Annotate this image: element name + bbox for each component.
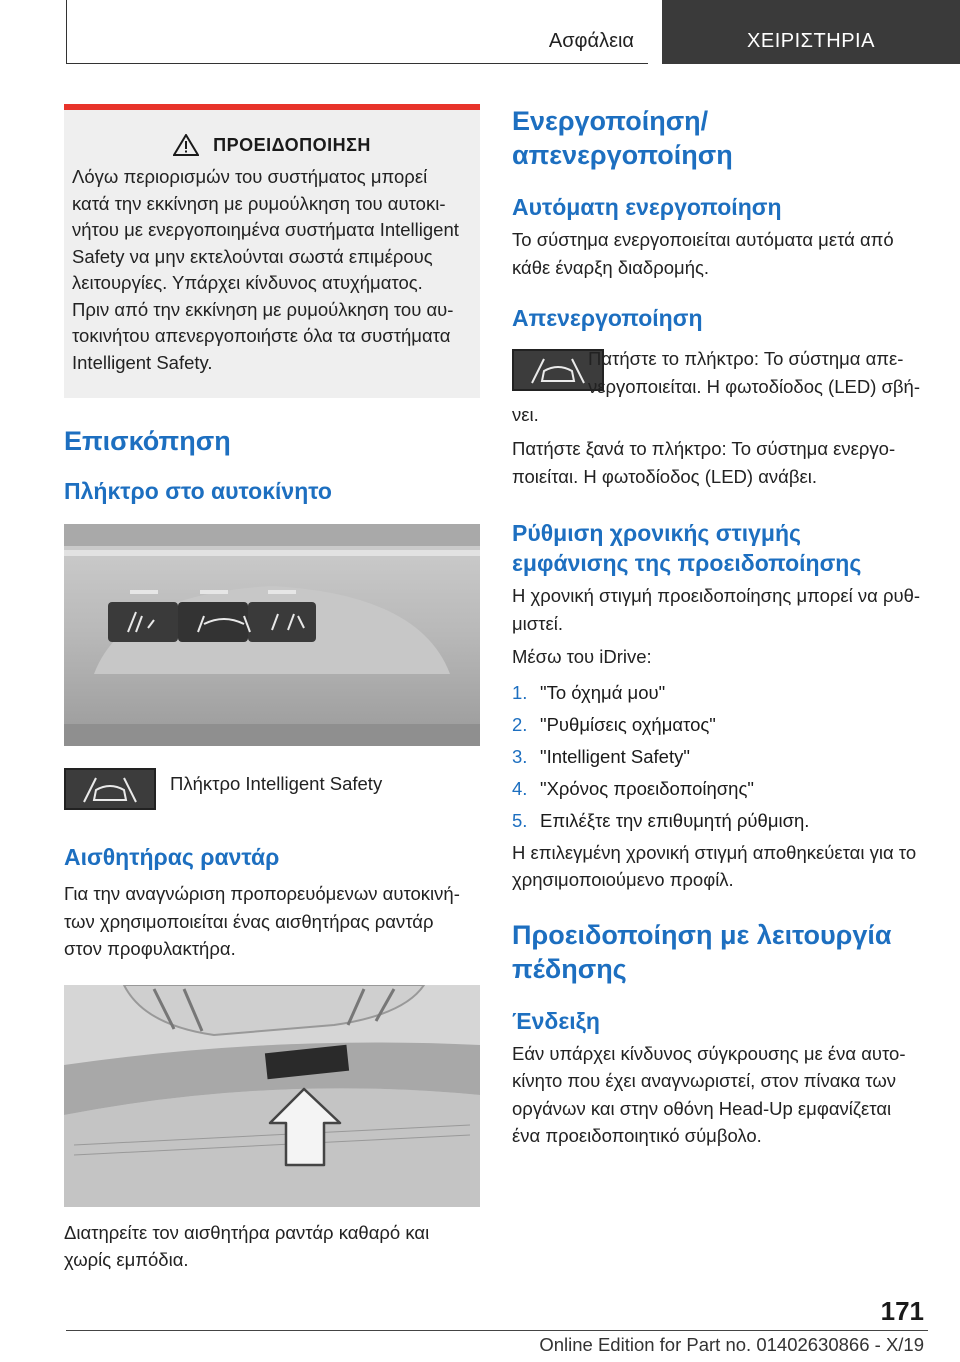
left-column — [64, 104, 480, 1274]
warning-line: τοκινήτου απενεργοποιήστε όλα τα συστήματα — [72, 325, 451, 346]
warning-title: ΠΡΟΕΙΔΟΠΟΙΗΣΗ — [213, 134, 371, 155]
heading-line: Προειδοποίηση με λειτουργία — [512, 919, 892, 950]
step-text: Επιλέξτε την επιθυμητή ρύθμιση. — [540, 809, 810, 831]
text-line: κίνητο που έχει αναγνωριστεί, στον πίνακα των — [512, 1070, 897, 1091]
warning-timing-intro — [512, 582, 928, 637]
text-line: στον προφυλακτήρα. — [64, 938, 236, 959]
header-section-title: Ασφάλεια — [548, 30, 634, 52]
step-text: "Intelligent Safety" — [540, 745, 690, 767]
text-line: Η επιλεγμένη χρονική στιγμή αποθηκεύεται για το — [512, 841, 917, 863]
radar-sensor-photo — [64, 985, 480, 1207]
overview-heading: Επισκόπηση — [64, 426, 231, 456]
step-number: 3. — [512, 745, 528, 767]
warning-line: νήτου με ενεργοποιημένα συστήματα Intelligent — [72, 219, 459, 240]
warning-line: λειτουργίες. Υπάρχει κίνδυνος ατυχήματος. — [72, 272, 423, 293]
radar-sensor-text — [64, 880, 480, 963]
edition-text: Online Edition for Part no. 01402630866 - X/19 — [539, 1334, 924, 1355]
heading-line: Ρύθμιση χρονικής στιγμής — [512, 520, 801, 546]
text-line: Το σύστημα ενεργοποιείται αυτόματα μετά από — [512, 229, 894, 250]
auto-activation-heading: Αυτόματη ενεργοποίηση — [512, 194, 782, 220]
heading-line: πέδησης — [512, 953, 627, 984]
warning-timing-outro — [512, 839, 928, 894]
list-item — [512, 677, 928, 709]
intelligent-safety-key-icon — [64, 768, 156, 810]
text-line: Πατήστε ξανά το πλήκτρο: Το σύστημα ενεργο‐ — [512, 438, 896, 459]
radar-sensor-heading: Αισθητήρας ραντάρ — [64, 844, 280, 870]
heading-line: εμφάνισης της προειδοποίησης — [512, 550, 862, 576]
button-location-heading: Πλήκτρο στο αυτοκίνητο — [64, 478, 332, 504]
warning-header — [72, 134, 472, 156]
deactivation-block — [512, 345, 928, 429]
step-number: 2. — [512, 713, 528, 735]
braking-warning-heading — [512, 918, 928, 986]
warning-box — [64, 104, 480, 398]
radar-photo-caption — [64, 1219, 480, 1274]
warning-triangle-icon — [173, 134, 199, 156]
text-line: Διατηρείτε τον αισθητήρα ραντάρ καθαρό και — [64, 1221, 430, 1243]
step-number: 5. — [512, 809, 528, 831]
list-item — [512, 773, 928, 805]
button-panel-photo — [64, 524, 480, 746]
intelligent-safety-key-row — [64, 768, 480, 810]
text-line: Εάν υπάρχει κίνδυνος σύγκρουσης με ένα αυτο‐ — [512, 1042, 906, 1064]
warning-line: Safety να μην εκτελούνται σωστά επιμέρους — [72, 245, 433, 267]
braking-warning-text — [512, 1040, 928, 1150]
activation-heading: Ενεργοποίηση/απενεργοποίηση — [512, 106, 733, 170]
auto-activation-text — [512, 226, 928, 281]
intelligent-safety-key-caption: Πλήκτρο Intelligent Safety — [170, 773, 383, 794]
step-text: "Χρόνος προειδοποίησης" — [540, 777, 754, 799]
warning-line: Πριν από την εκκίνηση με ρυμούλκηση του αυ‐ — [72, 298, 454, 320]
text-line: νεργοποιείται. Η φωτοδίοδος (LED) σβή‐ — [588, 375, 920, 397]
step-number: 1. — [512, 681, 528, 703]
text-line: χωρίς εμπόδια. — [64, 1249, 189, 1270]
page-number: 171 — [880, 1296, 924, 1326]
warning-timing-heading — [512, 518, 928, 578]
text-line: κάθε έναρξη διαδρομής. — [512, 256, 710, 278]
idrive-steps — [512, 677, 928, 837]
step-number: 4. — [512, 777, 528, 799]
text-line: των χρησιμοποιείται ένας αισθητήρας ραντάρ — [64, 910, 434, 932]
text-line: ποιείται. Η φωτοδίοδος (LED) ανάβει. — [512, 465, 817, 487]
header-section-tab — [66, 0, 648, 64]
footer-divider — [66, 1330, 928, 1331]
text-line: μιστεί. — [512, 612, 563, 634]
list-item — [512, 741, 928, 773]
text-line: Για την αναγνώριση προπορευόμενων αυτοκινή‐ — [64, 883, 460, 904]
deactivation-text-wrap — [588, 345, 928, 400]
text-line: ένα προειδοποιητικό σύμβολο. — [512, 1125, 762, 1146]
step-text: "Το όχημά μου" — [540, 681, 666, 703]
warning-line: Intelligent Safety. — [72, 351, 213, 373]
text-line: χρησιμοποιούμενο προφίλ. — [512, 869, 734, 890]
text-line: νει. — [512, 404, 539, 425]
text-line: Η χρονική στιγμή προειδοποίησης μπορεί να ρυθ‐ — [512, 585, 921, 606]
warning-line: Λόγω περιορισμών του συστήματος μπορεί — [72, 166, 428, 187]
header-manual-tab — [662, 0, 960, 64]
header-manual-title: ΧΕΙΡΙΣΤΗΡΙΑ — [747, 30, 875, 52]
idrive-label: Μέσω του iDrive: — [512, 646, 652, 667]
list-item — [512, 805, 928, 837]
text-line: Πατήστε το πλήκτρο: Το σύστημα απε‐ — [588, 348, 904, 369]
display-heading: Ένδειξη — [512, 1007, 600, 1034]
warning-text — [72, 164, 472, 376]
step-text: "Ρυθμίσεις οχήματος" — [540, 713, 716, 735]
deactivation-heading: Απενεργοποίηση — [512, 305, 703, 331]
text-line: οργάνων και στην οθόνη Head-Up εμφανίζεται — [512, 1097, 892, 1119]
reactivation-text — [512, 435, 928, 490]
list-item — [512, 709, 928, 741]
warning-line: κατά την εκκίνηση με ρυμούλκηση του αυτοκι‐ — [72, 192, 446, 214]
right-column — [512, 104, 928, 1150]
